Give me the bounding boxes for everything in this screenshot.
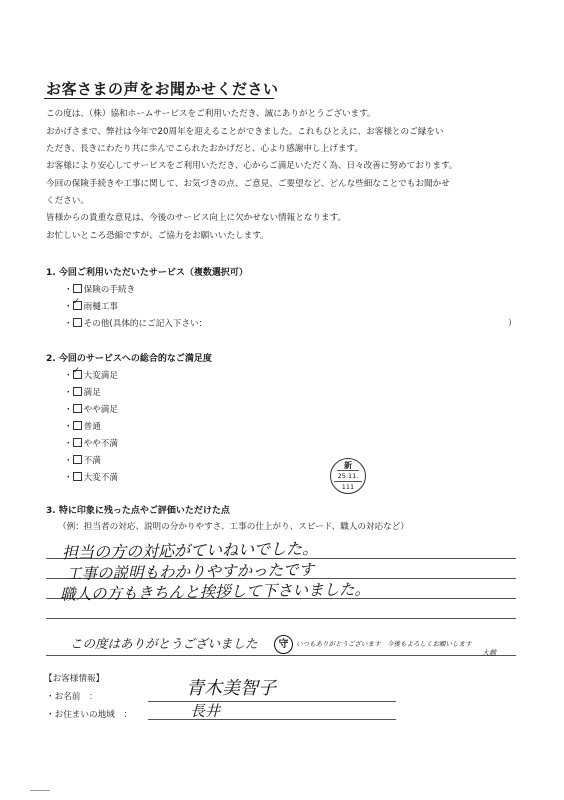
intro-line: この度は、（株）協和ホームサービスをご利用いただき、誠にありがとうございます。 xyxy=(46,109,376,119)
checkbox-checked[interactable] xyxy=(73,370,82,379)
q3-title: 3. 特に印象に残った点やご評価いただけた点 xyxy=(46,506,230,516)
option-label: やや不満 xyxy=(83,439,118,449)
stamp-line: 新 xyxy=(337,461,359,471)
circled-mark: 守 xyxy=(274,635,293,654)
option-label: 満足 xyxy=(83,388,101,398)
name-label: ・お名前 ： xyxy=(46,692,98,702)
intro-line: ただき、長きにわたり共に歩んでこられたおかげだと、心より感謝申し上げます。 xyxy=(46,144,363,154)
option-label: 大変満足 xyxy=(83,371,118,381)
intro-line: 皆様からの貴重な意見は、今後のサービス向上に欠かせない情報となります。 xyxy=(46,213,347,223)
name-underline xyxy=(148,701,396,702)
intro-line: お客様により安心してサービスをご利用いただき、心からご満足いただく為、日々改善に努めております。 xyxy=(46,161,458,171)
handwritten-answer: 工事の説明もわかりやすかったです xyxy=(65,560,315,584)
answer-line xyxy=(46,618,516,619)
stamp-line: 25.11. xyxy=(334,471,362,482)
footer-mark xyxy=(30,790,50,791)
handwritten-answer: 職人の方もきちんと挨拶して下さいました。 xyxy=(59,580,371,604)
area-underline xyxy=(148,719,396,720)
handwritten-staff-note: いつもありがとうございます 今後もよろしくお願いします xyxy=(296,640,472,648)
q2-option[interactable]: ・ 普通 xyxy=(64,422,101,432)
customer-info-header: 【お客様情報】 xyxy=(44,674,105,684)
q2-option[interactable]: ・✓ 大変満足 xyxy=(64,369,118,381)
q1-option[interactable]: ・✓ 雨樋工事 xyxy=(64,300,118,312)
q2-option[interactable]: ・ やや不満 xyxy=(64,439,118,449)
date-stamp xyxy=(330,458,366,494)
customer-name: 青木美智子 xyxy=(186,678,276,699)
q1-title: 1. 今回ご利用いただいたサービス（複数選択可） xyxy=(46,268,248,278)
option-label: 不満 xyxy=(83,456,101,466)
checkbox[interactable] xyxy=(73,387,82,396)
option-label: 大変不満 xyxy=(83,473,118,483)
intro-line: 今回の保険手続きや工事に関して、お気づきの点、ご意見、ご要望など、どんな些細なことでもお聞かせ xyxy=(46,179,450,189)
answer-line xyxy=(46,655,516,656)
close-paren: ） xyxy=(508,319,517,329)
checkbox[interactable] xyxy=(73,455,82,464)
q2-option[interactable]: ・ やや満足 xyxy=(64,405,118,415)
option-label: やや満足 xyxy=(83,405,118,415)
q2-option[interactable]: ・ 不満 xyxy=(64,456,101,466)
title-underline xyxy=(44,98,274,99)
option-label: 普通 xyxy=(83,422,101,432)
q2-title: 2. 今回のサービスへの総合的なご満足度 xyxy=(46,354,212,364)
intro-line: お忙しいところ恐縮ですが、ご協力をお願いいたします。 xyxy=(46,231,269,241)
customer-area: 長井 xyxy=(190,702,221,720)
intro-line: ください。 xyxy=(46,196,89,206)
checkbox[interactable] xyxy=(73,404,82,413)
checkbox[interactable] xyxy=(73,421,82,430)
q1-option[interactable]: ・ 保険の手続き xyxy=(64,285,136,295)
option-label: 雨樋工事 xyxy=(83,302,118,312)
handwritten-signature: 大越 xyxy=(482,649,496,657)
option-label: その他(具体的にご記入下さい： xyxy=(83,319,208,329)
option-label: 保険の手続き xyxy=(83,285,136,295)
checkbox[interactable] xyxy=(73,438,82,447)
q2-option[interactable]: ・ 大変不満 xyxy=(64,473,118,483)
checkbox[interactable] xyxy=(73,284,82,293)
q1-option[interactable]: ・ その他(具体的にご記入下さい： xyxy=(64,319,208,329)
intro-line: おかげさまで、弊社は今年で20周年を迎えることができました。これもひとえに、お客様とのご縁をい xyxy=(46,127,444,137)
checkbox[interactable] xyxy=(73,318,82,327)
handwritten-thanks: この度はありがとうございました xyxy=(70,636,258,651)
area-label: ・お住まいの地域 ： xyxy=(46,710,132,720)
q2-option[interactable]: ・ 満足 xyxy=(64,388,101,398)
page-title: お客さまの声をお聞かせください xyxy=(46,80,279,98)
q3-example: （例：担当者の対応、説明の分かりやすさ、工事の仕上がり、スピード、職人の対応など） xyxy=(58,522,409,532)
stamp-line: 111 xyxy=(341,483,355,491)
handwritten-answer: 担当の方の対応がていねいでした。 xyxy=(61,538,319,563)
checkbox[interactable] xyxy=(73,472,82,481)
checkbox-checked[interactable] xyxy=(73,301,82,310)
